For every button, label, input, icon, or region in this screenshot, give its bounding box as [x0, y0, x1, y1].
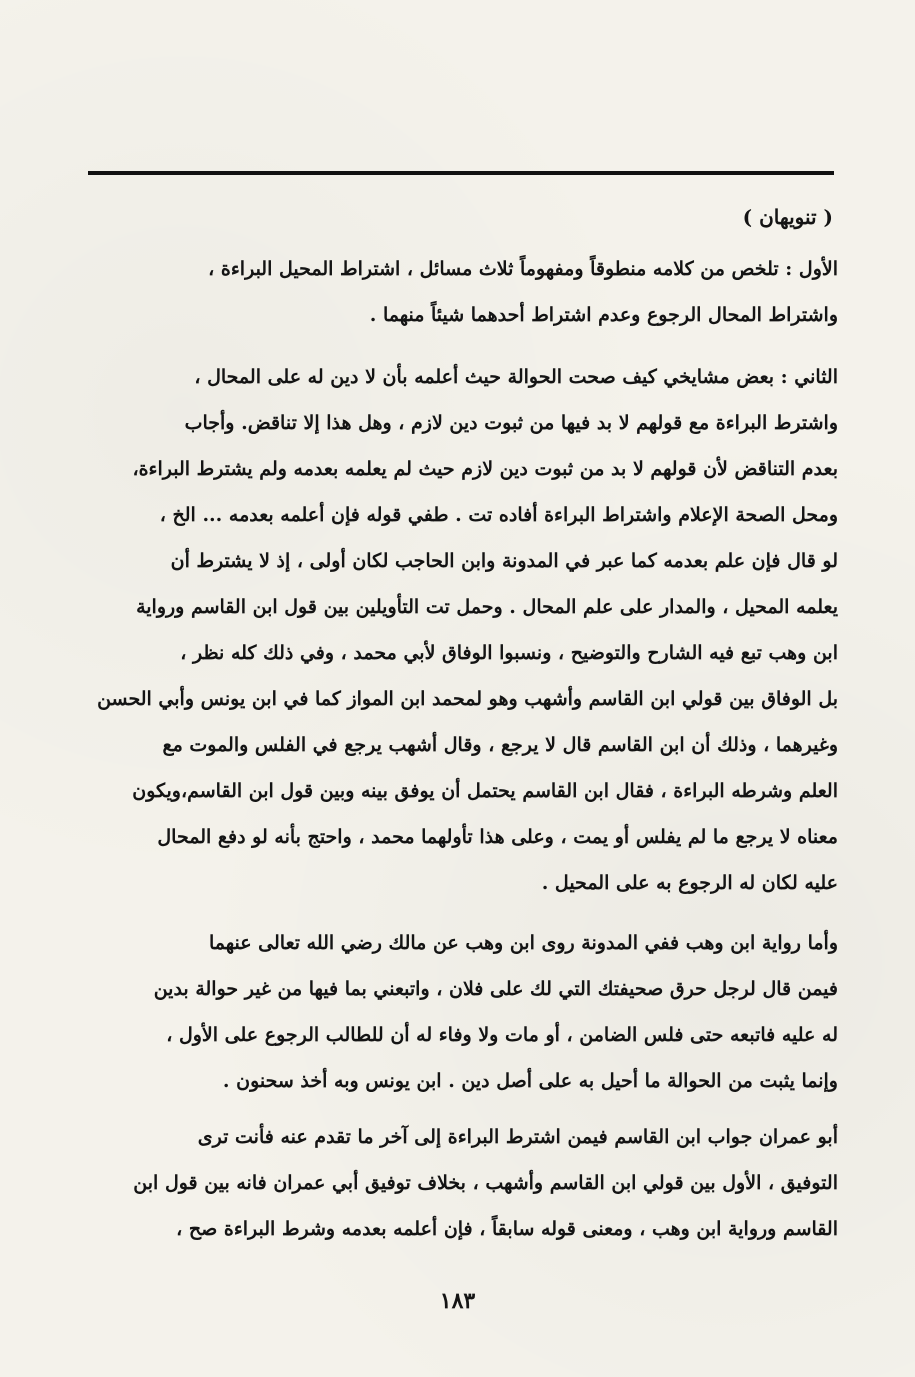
text-line: الثاني : بعض مشايخي كيف صحت الحوالة حيث أعلمه بأن لا دين له على المحال ، — [194, 366, 838, 388]
text-line: بل الوفاق بين قولي ابن القاسم وأشهب وهو لمحمد ابن المواز كما في ابن يونس وأبي الحسن — [97, 688, 838, 710]
text-line: فيمن قال لرجل حرق صحيفتك التي لك على فلان ، واتبعني بما فيها من غير حوالة بدين — [153, 978, 838, 1000]
text-line: واشتراط المحال الرجوع وعدم اشتراط أحدهما شيئاً منهما . — [369, 304, 838, 326]
text-line: لو قال فإن علم بعدمه كما عبر في المدونة وابن الحاجب لكان أولى ، إذ لا يشترط أن — [170, 550, 838, 572]
text-line: وغيرهما ، وذلك أن ابن القاسم قال لا يرجع ، وقال أشهب يرجع في الفلس والموت مع — [162, 734, 838, 756]
paragraph-4 — [70, 1114, 838, 1252]
paragraph-3 — [70, 920, 838, 1104]
text-line: عليه لكان له الرجوع به على المحيل . — [541, 872, 838, 894]
paragraph-1 — [70, 246, 838, 338]
text-line: وإنما يثبت من الحوالة ما أحيل به على أصل دين . ابن يونس وبه أخذ سحنون . — [222, 1070, 838, 1092]
text-line: وأما رواية ابن وهب ففي المدونة روى ابن وهب عن مالك رضي الله تعالى عنهما — [208, 932, 838, 954]
text-line: يعلمه المحيل ، والمدار على علم المحال . وحمل تت التأويلين بين قول ابن القاسم ورواية — [136, 596, 838, 618]
text-line: القاسم ورواية ابن وهب ، ومعنى قوله سابقاً ، فإن أعلمه بعدمه وشرط البراءة صح ، — [176, 1218, 838, 1240]
header-rule — [88, 171, 834, 175]
text-line: بعدم التناقض لأن قولهم لا بد من ثبوت دين لازم حيث لم يعلمه بعدمه ولم يشترط البراءة، — [132, 458, 838, 480]
section-heading: ( تنويهان ) — [742, 205, 833, 229]
text-line: ومحل الصحة الإعلام واشتراط البراءة أفاده تت . طفي قوله فإن أعلمه بعدمه ... الخ ، — [159, 504, 838, 526]
text-line: أبو عمران جواب ابن القاسم فيمن اشترط البراءة إلى آخر ما تقدم عنه فأنت ترى — [197, 1126, 838, 1148]
text-line: الأول : تلخص من كلامه منطوقاً ومفهوماً ثلاث مسائل ، اشتراط المحيل البراءة ، — [208, 258, 838, 280]
text-line: معناه لا يرجع ما لم يفلس أو يمت ، وعلى هذا تأولهما محمد ، واحتج بأنه لو دفع المحال — [157, 826, 838, 848]
text-line: التوفيق ، الأول بين قولي ابن القاسم وأشهب ، بخلاف توفيق أبي عمران فانه بين قول ابن — [133, 1172, 838, 1194]
text-line: له عليه فاتبعه حتى فلس الضامن ، أو مات ولا وفاء له أن للطالب الرجوع على الأول ، — [166, 1024, 838, 1046]
text-line: واشترط البراءة مع قولهم لا بد فيها من ثبوت دين لازم ، وهل هذا إلا تناقض. وأجاب — [184, 412, 838, 434]
paragraph-2 — [70, 354, 838, 906]
text-line: العلم وشرطه البراءة ، فقال ابن القاسم يحتمل أن يوفق بينه وبين قول ابن القاسم،ويكون — [132, 780, 838, 802]
page-number: ١٨٣ — [439, 1288, 476, 1314]
text-line: ابن وهب تبع فيه الشارح والتوضيح ، ونسبوا الوفاق لأبي محمد ، وفي ذلك كله نظر ، — [180, 642, 838, 664]
